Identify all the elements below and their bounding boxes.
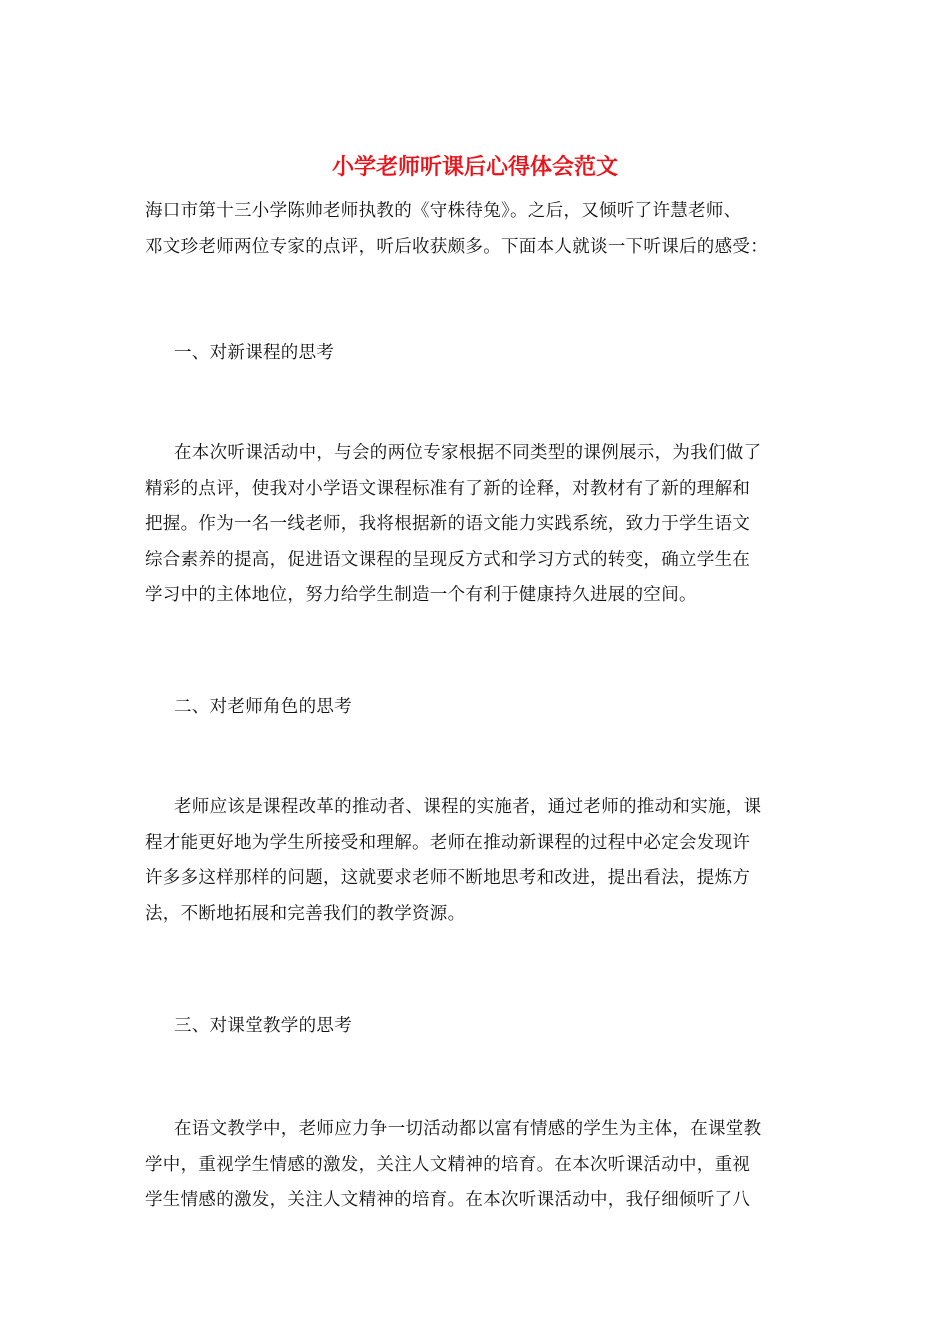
section-heading-1: 一、对新课程的思考 bbox=[174, 343, 335, 363]
paragraph-line: 精彩的点评，使我对小学语文课程标准有了新的诠释，对教材有了新的理解和 bbox=[145, 478, 751, 499]
section-2-paragraph bbox=[145, 790, 815, 932]
section-heading-2: 二、对老师角色的思考 bbox=[174, 697, 352, 717]
paragraph-line: 邓文珍老师两位专家的点评，听后收获颇多。下面本人就谈一下听课后的感受： bbox=[145, 236, 768, 257]
paragraph-line: 程才能更好地为学生所接受和理解。老师在推动新课程的过程中必定会发现许 bbox=[145, 832, 751, 853]
paragraph-line: 许多多这样那样的问题，这就要求老师不断地思考和改进，提出看法，提炼方 bbox=[145, 868, 751, 888]
section-heading-3: 三、对课堂教学的思考 bbox=[174, 1016, 352, 1036]
section-3-paragraph bbox=[145, 1112, 815, 1219]
paragraph-line: 法，不断地拓展和完善我们的教学资源。 bbox=[145, 903, 466, 924]
paragraph-line: 在语文教学中，老师应力争一切活动都以富有情感的学生为主体，在课堂教 bbox=[174, 1119, 762, 1139]
section-1-paragraph bbox=[145, 436, 815, 614]
paragraph-line: 综合素养的提高，促进语文课程的呈现反方式和学习方式的转变，确立学生在 bbox=[145, 549, 751, 570]
paragraph-line: 在本次听课活动中，与会的两位专家根据不同类型的课例展示，为我们做了 bbox=[174, 443, 762, 463]
paragraph-line: 学习中的主体地位，努力给学生制造一个有利于健康持久进展的空间。 bbox=[145, 585, 697, 605]
paragraph-line: 把握。作为一名一线老师，我将根据新的语文能力实践系统，致力于学生语文 bbox=[145, 514, 751, 534]
intro-paragraph bbox=[145, 194, 815, 265]
paragraph-line: 学生情感的激发，关注人文精神的培育。在本次听课活动中，我仔细倾听了八 bbox=[145, 1190, 751, 1210]
paragraph-line: 海口市第十三小学陈帅老师执教的《守株待兔》。之后，又倾听了许慧老师、 bbox=[145, 201, 742, 221]
document-title: 小学老师听课后心得体会范文 bbox=[331, 154, 618, 180]
paragraph-line: 学中，重视学生情感的激发，关注人文精神的培育。在本次听课活动中，重视 bbox=[145, 1154, 751, 1175]
paragraph-line: 老师应该是课程改革的推动者、课程的实施者，通过老师的推动和实施，课 bbox=[174, 797, 762, 817]
